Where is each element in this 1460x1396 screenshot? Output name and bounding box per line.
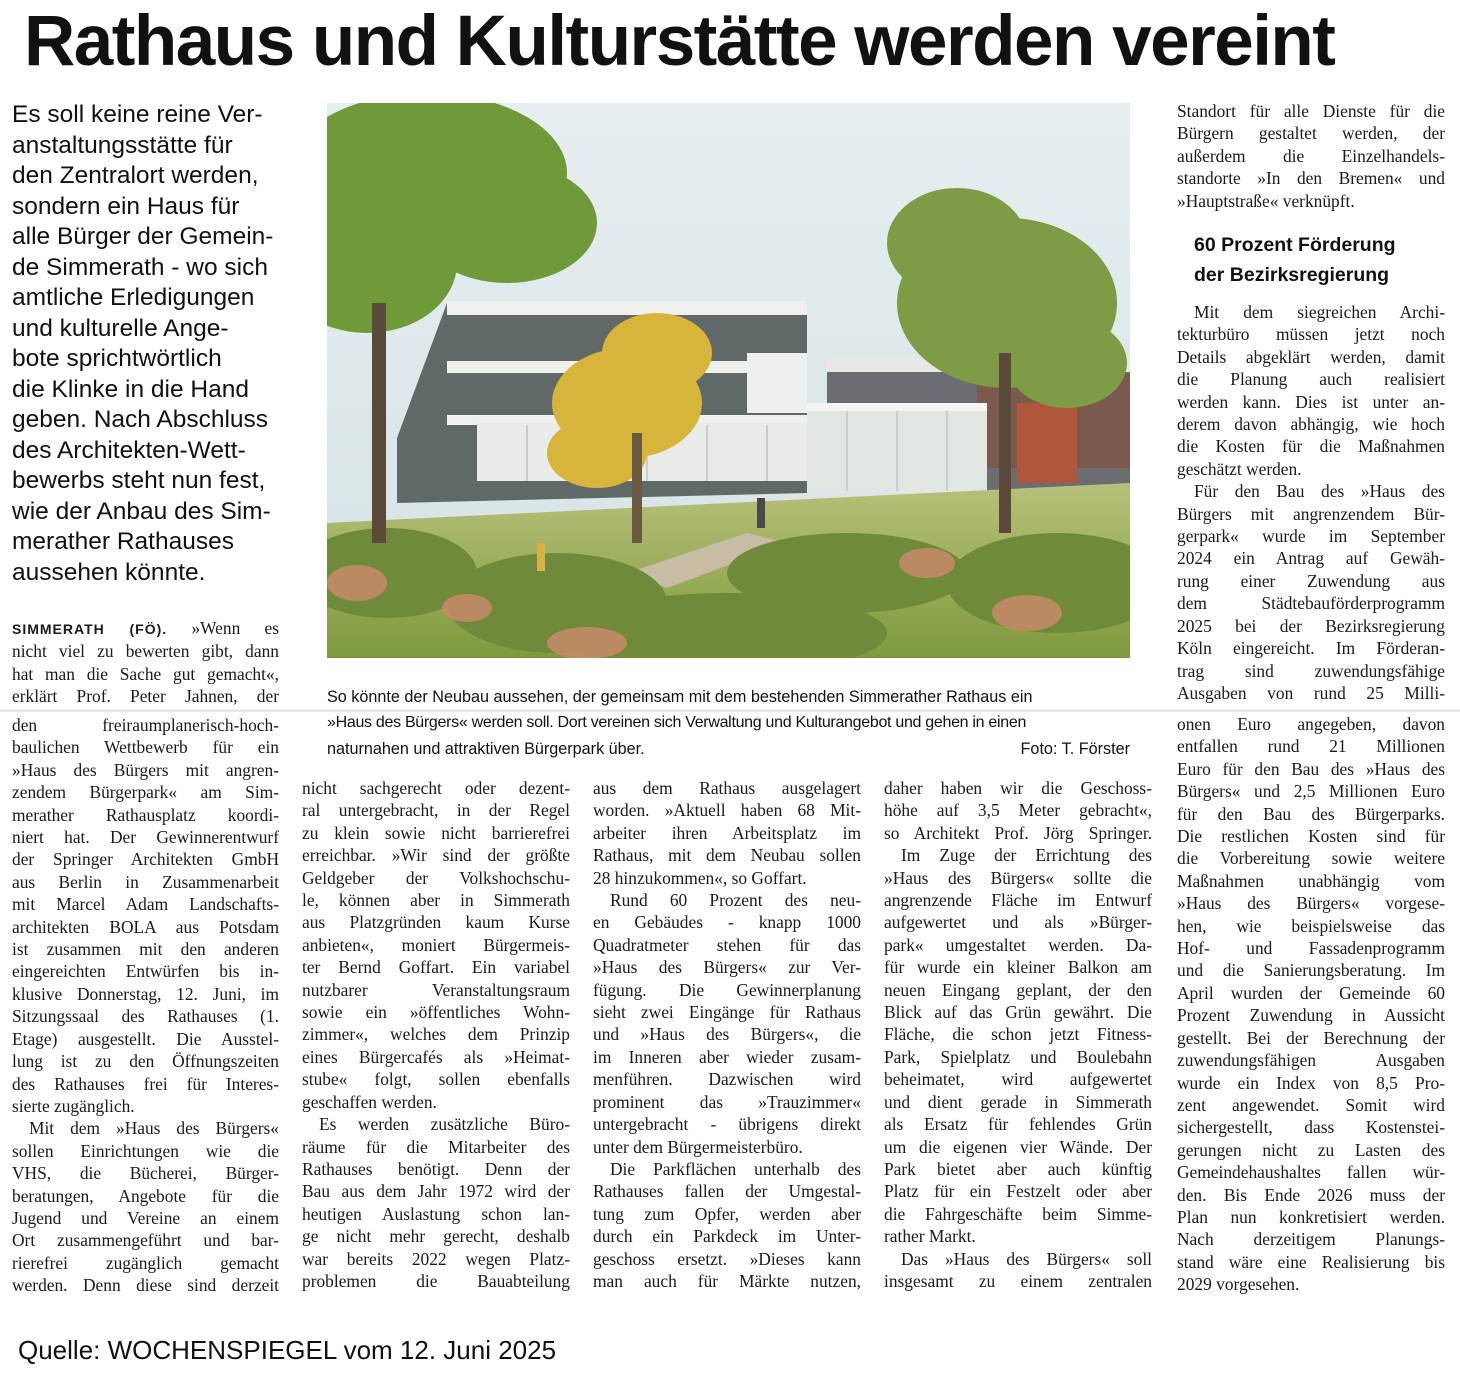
- text-line: geschoss ersetzt. »Dieses kann: [593, 1248, 861, 1269]
- text-line: klusive Donnerstag, 12. Juni, im: [12, 983, 279, 1004]
- text-line: ge nicht mehr gerecht, deshalb: [302, 1226, 570, 1247]
- text-line: stube« folgt, sollen ebenfalls: [302, 1069, 570, 1090]
- column-1-top: [12, 617, 279, 708]
- text-line: VHS, die Bücherei, Bürger-: [12, 1163, 279, 1184]
- text-line: durch ein Parkdeck im Unter-: [593, 1226, 861, 1247]
- text-line: zendem Bürgerpark« am Sim-: [12, 782, 279, 803]
- text-line: geschaffen werden.: [302, 1091, 437, 1112]
- text-line: und die Sanierungsberatung. Im: [1177, 960, 1445, 981]
- text-line: baulichen Wettbewerb für ein: [12, 737, 279, 758]
- text-line: hen, wie beispielsweise das: [1177, 915, 1445, 936]
- text-line: »Haus des Bürgers« zur Ver-: [593, 957, 861, 978]
- text-line: räume für die Mitarbeiter des: [302, 1136, 570, 1157]
- text-line: nicht viel zu bewerten gibt, dann: [12, 641, 279, 662]
- text-line: Maßnahmen unabhängig vom: [1177, 870, 1445, 891]
- text-line: entfallen rund 21 Millionen: [1177, 736, 1445, 757]
- text-line: aufgewertet und als »Bürger-: [884, 912, 1152, 933]
- teaser-line: de Simmerath - wo sich: [12, 253, 268, 281]
- text-line: merather Rathausplatz koordi-: [12, 804, 279, 825]
- text-line: Bau aus dem Jahr 1972 wird der: [302, 1181, 570, 1202]
- text-line: rung einer Zuwendung aus: [1177, 570, 1445, 591]
- text-line: prominent das »Trauzimmer«: [593, 1091, 861, 1112]
- text-line: Rathaus, mit dem Neubau sollen: [593, 845, 861, 866]
- text-line: Mit dem siegreichen Archi-: [1194, 302, 1445, 322]
- teaser-line: den Zentralort werden,: [12, 162, 259, 189]
- text-line: beratungen, Angebote für die: [12, 1185, 279, 1206]
- text-line: angrenzende Fläche im Entwurf: [884, 890, 1152, 911]
- text-line: Platz für ein Festzelt oder aber: [884, 1181, 1152, 1202]
- text-line: für den Bau des Bürgerparks.: [1177, 803, 1445, 824]
- text-line: architekten BOLA aus Potsdam: [12, 916, 279, 937]
- text-line: insgesamt zu einem zentralen: [884, 1270, 1152, 1291]
- teaser-line: des Architekten-Wett-: [12, 436, 246, 464]
- text-line: des Rathauses frei für Interes-: [12, 1073, 279, 1094]
- text-line: werden. Denn diese sind derzeit: [12, 1275, 279, 1296]
- text-line: zuwendungsfähigen Ausgaben: [1177, 1050, 1445, 1071]
- text-line: sierte zugänglich.: [12, 1095, 135, 1116]
- text-line: Rathauses benötigt. Denn der: [302, 1158, 570, 1179]
- text-line: April wurden der Gemeinde 60: [1177, 982, 1445, 1003]
- text-line: Sitzungssaal des Rathauses (1.: [12, 1006, 279, 1027]
- text-line: mit Marcel Adam Landschafts-: [12, 894, 279, 915]
- text-line: »Wenn es: [191, 618, 279, 638]
- text-line: [12, 617, 279, 640]
- text-line: zu klein sowie nicht barrierefrei: [302, 822, 570, 843]
- text-line: Blick auf das Grün gewährt. Die: [884, 1002, 1152, 1023]
- text-line: Bürgern gestaltet werden, der: [1177, 123, 1445, 144]
- text-line: lung ist zu den Öffnungszeiten: [12, 1051, 279, 1072]
- text-line: Quadratmeter stehen für das: [593, 934, 861, 955]
- headline: Rathaus und Kulturstätte werden vereint: [24, 2, 1335, 81]
- text-line: onen Euro angegeben, davon: [1177, 714, 1445, 734]
- text-line: problemen die Bauabteilung: [302, 1270, 570, 1291]
- text-line: Plan nun konkretisiert werden.: [1177, 1206, 1445, 1227]
- text-line: Hof- und Fassadenprogramm: [1177, 938, 1445, 959]
- column-5-bottom: [1177, 713, 1445, 1296]
- text-line: anbieten«, moniert Bürgermeis-: [302, 934, 570, 955]
- architecture-rendering-photo: [327, 103, 1130, 658]
- text-line: stand wäre eine Realisierung bis: [1177, 1251, 1445, 1272]
- teaser-line: bewerbs steht nun fest,: [12, 467, 266, 494]
- text-line: Ausgaben von rund 25 Milli-: [1177, 682, 1445, 703]
- text-line: höhe auf 3,5 Meter gebracht«,: [884, 800, 1152, 821]
- text-line: arbeiter ihren Arbeitsplatz im: [593, 822, 861, 843]
- text-line: Im Zuge der Errichtung des: [901, 845, 1152, 866]
- text-line: »Haus des Bürgers« sollte die: [884, 867, 1152, 888]
- photo-credit: Foto: T. Förster: [1020, 740, 1130, 758]
- text-line: Geldgeber der Volkshochschu-: [302, 867, 570, 888]
- text-line: rather Markt.: [884, 1226, 976, 1247]
- text-line: 2024 ein Antrag auf Gewäh-: [1177, 548, 1445, 569]
- text-line: Details abgeklärt werden, damit: [1177, 346, 1445, 367]
- text-line: neuen Eingang geplant, der den: [884, 979, 1152, 1000]
- text-line: Standort für alle Dienste für die: [1177, 101, 1445, 121]
- column-1-bottom: [12, 714, 279, 1297]
- text-line: Die restlichen Kosten sind für: [1177, 826, 1445, 847]
- text-line: beheimatet, wird aufgewertet: [884, 1069, 1152, 1090]
- text-line: Etage) ausgestellt. Die Ausstel-: [12, 1028, 279, 1049]
- text-line: die Kosten für die Maßnahmen: [1177, 436, 1445, 457]
- text-line: der Springer Architekten GmbH: [12, 849, 279, 870]
- text-line: Fläche, die schon jetzt Fitness-: [884, 1024, 1152, 1045]
- text-line: park« umgestaltet werden. Da-: [884, 934, 1152, 955]
- teaser-line: aussehen könnte.: [12, 558, 206, 586]
- text-line: rierefrei zugänglich gemacht: [12, 1252, 279, 1273]
- text-line: geschätzt werden.: [1177, 458, 1302, 479]
- teaser-line: Es soll keine reine Ver-: [12, 101, 263, 128]
- text-line: wurde ein Index von 8,5 Pro-: [1177, 1072, 1445, 1093]
- text-line: Jugend und Vereine an einem: [12, 1207, 279, 1228]
- column-5-top: [1177, 100, 1445, 212]
- column-5-middle: [1177, 301, 1445, 704]
- text-line: »Haus des Bürgers mit angren-: [12, 759, 279, 780]
- text-line: le, können aber in Simmerath: [302, 890, 570, 911]
- text-line: »Haus des Bürgers« vorgese-: [1177, 893, 1445, 914]
- column-4: [884, 777, 1152, 1292]
- text-line: werden kann. Dies ist unter an-: [1177, 391, 1445, 412]
- text-line: und dient gerade in Simmerath: [884, 1091, 1152, 1112]
- text-line: nutzbarer Veranstaltungsraum: [302, 979, 570, 1000]
- text-line: gerpark« wurde im September: [1177, 526, 1445, 547]
- text-line: niert hat. Der Gewinnerentwurf: [12, 827, 279, 848]
- text-line: um die eigenen vier Wände. Der: [884, 1136, 1152, 1157]
- text-line: Gemeindehaushaltes fallen wür-: [1177, 1162, 1445, 1183]
- text-line: erreichbar. »Wir sind der größte: [302, 845, 570, 866]
- teaser-line: und kulturelle Ange-: [12, 314, 229, 342]
- text-line: sichergestellt, dass Kostenstei-: [1177, 1117, 1445, 1138]
- text-line: Park, Spielplatz und Boulebahn: [884, 1046, 1152, 1067]
- text-line: Köln eingereicht. Im Förderan-: [1177, 638, 1445, 659]
- teaser-line: sondern ein Haus für: [12, 192, 240, 220]
- text-line: »Hauptstraße« verknüpft.: [1177, 190, 1355, 211]
- text-line: sollen Einrichtungen wie die: [12, 1140, 279, 1161]
- text-line: 2025 bei der Bezirksregierung: [1177, 615, 1445, 636]
- text-line: derem davon abhängig, wie hoch: [1177, 414, 1445, 435]
- text-line: 2029 vorgesehen.: [1177, 1274, 1300, 1295]
- text-line: nicht sachgerecht oder dezent-: [302, 778, 570, 798]
- text-line: und »Haus des Bürgers«, die: [593, 1024, 861, 1045]
- text-line: 28 hinzukommen«, so Goffart.: [593, 867, 807, 888]
- teaser: [12, 100, 287, 588]
- text-line: im Inneren aber wieder zusam-: [593, 1046, 861, 1067]
- text-line: Rund 60 Prozent des neu-: [610, 890, 861, 911]
- text-line: eines Bürgercafés als »Heimat-: [302, 1046, 570, 1067]
- subheading: [1194, 230, 1444, 290]
- source-note: Quelle: WOCHENSPIEGEL vom 12. Juni 2025: [18, 1335, 557, 1365]
- text-line: aus dem Rathaus ausgelagert: [593, 778, 861, 798]
- caption-line: »Haus des Bürgers« werden soll. Dort vereinen sich Verwaltung und Kulturangebot und gehen in einen: [327, 714, 1027, 731]
- photo-caption: [327, 684, 1130, 762]
- teaser-line: bote sprichtwörtlich: [12, 345, 222, 372]
- text-line: dem Städtebauförderprogramm: [1177, 593, 1445, 614]
- text-line: ral untergebracht, in der Regel: [302, 800, 570, 821]
- text-line: Rathauses fallen der Umgestal-: [593, 1181, 861, 1202]
- dateline: SIMMERATH (FÖ).: [12, 621, 168, 637]
- text-line: aus Berlin in Zusammenarbeit: [12, 871, 279, 892]
- teaser-line: die Klinke in die Hand: [12, 375, 249, 403]
- text-line: Bürgers mit angrenzendem Bür-: [1177, 503, 1445, 524]
- text-line: Bürgers« und 2,5 Millionen Euro: [1177, 781, 1445, 802]
- text-line: tekturbüro müssen jetzt noch: [1177, 324, 1445, 345]
- text-line: tung zum Opfer, werden aber: [593, 1203, 861, 1224]
- text-line: war bereits 2022 wegen Platz-: [302, 1248, 570, 1269]
- text-line: Park bietet aber auch künftig: [884, 1158, 1152, 1179]
- text-line: die Planung auch realisiert: [1177, 369, 1445, 390]
- text-line: Nach derzeitigem Planungs-: [1177, 1229, 1445, 1250]
- text-line: sieht zwei Eingänge für Rathaus: [593, 1002, 861, 1023]
- teaser-line: amtliche Erledigungen: [12, 284, 255, 311]
- text-line: Die Parkflächen unterhalb des: [610, 1158, 861, 1179]
- text-line: ter Bernd Goffart. Ein variabel: [302, 957, 570, 978]
- text-line: erklärt Prof. Peter Jahnen, der: [12, 686, 279, 707]
- text-line: man auch für Märkte nutzen,: [593, 1270, 861, 1291]
- text-line: zimmer«, welches dem Prinzip: [302, 1024, 570, 1045]
- text-line: fügung. Die Gewinnerplanung: [593, 979, 861, 1000]
- text-line: gestellt. Bei der Berechnung der: [1177, 1027, 1445, 1048]
- teaser-line: anstaltungsstätte für: [12, 131, 233, 159]
- text-line: hat man die Sache gut gemacht«,: [12, 663, 279, 684]
- text-line: worden. »Aktuell haben 68 Mit-: [593, 800, 861, 821]
- text-line: Es werden zusätzliche Büro-: [319, 1114, 570, 1135]
- text-line: Mit dem »Haus des Bürgers«: [29, 1118, 279, 1139]
- text-line: den. Bis Ende 2026 muss der: [1177, 1184, 1445, 1205]
- teaser-line: geben. Nach Abschluss: [12, 406, 269, 433]
- text-line: gerungen nicht zu Lasten des: [1177, 1139, 1445, 1160]
- text-line: heutigen Auslastung schon lan-: [302, 1203, 570, 1224]
- text-line: aus Platzgründen kaum Kurse: [302, 912, 570, 933]
- text-line: für wurde ein kleiner Balkon am: [884, 957, 1152, 978]
- text-line: Für den Bau des »Haus des: [1194, 481, 1445, 502]
- text-line: eingereichten Entwürfen bis in-: [12, 961, 279, 982]
- text-line: menführen. Dazwischen wird: [593, 1069, 861, 1090]
- text-line: sowie ein »öffentliches Wohn-: [302, 1002, 570, 1023]
- text-line: untergebracht - übrigens direkt: [593, 1114, 861, 1135]
- text-line: Das »Haus des Bürgers« soll: [901, 1248, 1152, 1269]
- text-line: daher haben wir die Geschoss-: [884, 778, 1152, 798]
- text-line: Euro für den Bau des »Haus des: [1177, 758, 1445, 779]
- text-line: zent angewendet. Somit wird: [1177, 1094, 1445, 1115]
- teaser-line: merather Rathauses: [12, 528, 234, 555]
- caption-line: So könnte der Neubau aussehen, der gemeinsam mit dem bestehenden Simmerather Rathaus ein: [327, 688, 1033, 706]
- text-line: die Fahrgeschäfte beim Simme-: [884, 1203, 1152, 1224]
- subheading-line: 60 Prozent Förderung: [1194, 234, 1396, 256]
- caption-line: naturnahen und attraktiven Bürgerpark über.: [327, 740, 645, 758]
- teaser-line: wie der Anbau des Sim-: [12, 497, 271, 525]
- column-2: [302, 777, 570, 1292]
- text-line: en Gebäudes - knapp 1000: [593, 912, 861, 933]
- text-line: außerdem die Einzelhandels-: [1177, 145, 1445, 166]
- text-line: die Vorbereitung sowie weitere: [1177, 848, 1445, 869]
- text-line: unter dem Bürgermeisterbüro.: [593, 1136, 803, 1157]
- text-line: standorte »In den Bremen« und: [1177, 168, 1445, 189]
- text-line: Ort zusammengeführt und bar-: [12, 1230, 279, 1251]
- subheading-line: der Bezirksregierung: [1194, 264, 1390, 286]
- teaser-line: alle Bürger der Gemein-: [12, 223, 274, 250]
- text-line: als Ersatz für fehlendes Grün: [884, 1114, 1152, 1135]
- text-line: so Architekt Prof. Jörg Springer.: [884, 822, 1152, 843]
- text-line: trag sind zuwendungsfähige: [1177, 660, 1445, 681]
- text-line: den freiraumplanerisch-hoch-: [12, 715, 279, 735]
- column-3: [593, 777, 861, 1292]
- text-line: ist zusammen mit den anderen: [12, 939, 279, 960]
- text-line: Prozent Zuwendung in Aussicht: [1177, 1005, 1445, 1026]
